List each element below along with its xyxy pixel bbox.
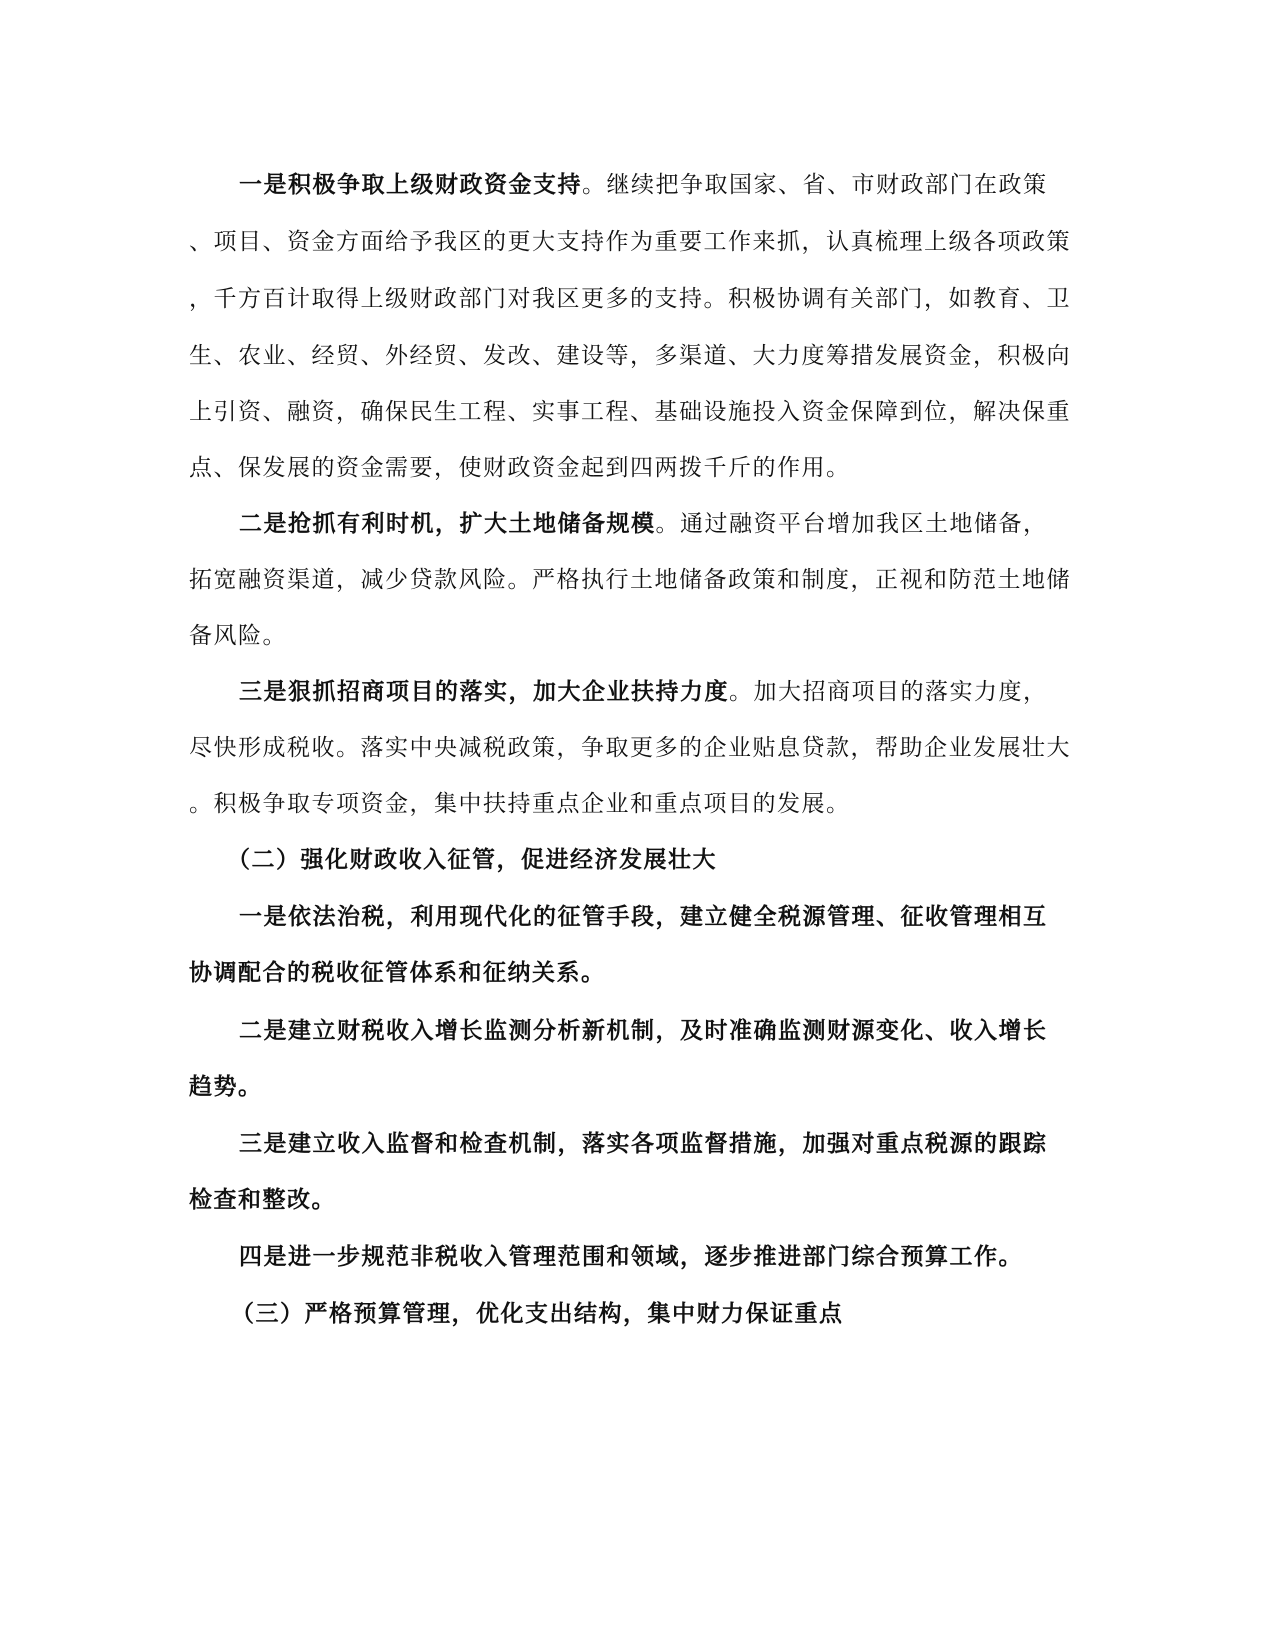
- paragraph-1-line-4: 生、农业、经贸、外经贸、发改、建设等，多渠道、大力度筹措发展资金，积极向: [189, 343, 1071, 369]
- section-heading-2: （二）强化财政收入征管，促进经济发展壮大: [227, 846, 717, 873]
- paragraph-2-lead: 二是抢抓有利时机，扩大土地储备规模: [239, 510, 656, 537]
- paragraph-6-line-2: 检查和整改。: [189, 1186, 336, 1213]
- paragraph-1-line-6: 点、保发展的资金需要，使财政资金起到四两拨千斤的作用。: [189, 455, 851, 481]
- paragraph-1-line-3: ，千方百计取得上级财政部门对我区更多的支持。积极协调有关部门，如教育、卫: [189, 286, 1071, 312]
- paragraph-3-lead: 三是狠抓招商项目的落实，加大企业扶持力度: [239, 678, 729, 705]
- paragraph-7-line-1: 四是进一步规范非税收入管理范围和领域，逐步推进部门综合预算工作。: [239, 1243, 1023, 1270]
- paragraph-6-line-1: 三是建立收入监督和检查机制，落实各项监督措施，加强对重点税源的跟踪: [239, 1130, 1048, 1157]
- paragraph-4-line-2: 协调配合的税收征管体系和征纳关系。: [189, 959, 606, 986]
- paragraph-2-text: 。通过融资平台增加我区土地储备，: [655, 511, 1048, 537]
- paragraph-3-line-1: [239, 675, 1139, 709]
- paragraph-1-line-1: [239, 168, 1139, 202]
- paragraph-1-line-2: 、项目、资金方面给予我区的更大支持作为重要工作来抓，认真梳理上级各项政策: [189, 229, 1071, 255]
- paragraph-2-line-1: [239, 507, 1139, 541]
- paragraph-5-line-1: 二是建立财税收入增长监测分析新机制，及时准确监测财源变化、收入增长: [239, 1017, 1048, 1044]
- paragraph-1-line-5: 上引资、融资，确保民生工程、实事工程、基础设施投入资金保障到位，解决保重: [189, 399, 1071, 425]
- paragraph-3-line-2: 尽快形成税收。落实中央减税政策，争取更多的企业贴息贷款，帮助企业发展壮大: [189, 735, 1071, 761]
- paragraph-5-line-2: 趋势。: [189, 1073, 263, 1100]
- paragraph-3-line-3: 。积极争取专项资金，集中扶持重点企业和重点项目的发展。: [189, 791, 851, 817]
- paragraph-1-lead: 一是积极争取上级财政资金支持: [239, 171, 582, 198]
- section-heading-3: （三）严格预算管理，优化支出结构，集中财力保证重点: [231, 1300, 844, 1327]
- paragraph-4-line-1: 一是依法治税，利用现代化的征管手段，建立健全税源管理、征收管理相互: [239, 903, 1048, 930]
- paragraph-3-text: 。加大招商项目的落实力度，: [729, 679, 1048, 705]
- paragraph-2-line-3: 备风险。: [189, 623, 287, 649]
- paragraph-2-line-2: 拓宽融资渠道，减少贷款风险。严格执行土地储备政策和制度，正视和防范土地储: [189, 567, 1071, 593]
- paragraph-1-text: 。继续把争取国家、省、市财政部门在政策: [582, 172, 1048, 198]
